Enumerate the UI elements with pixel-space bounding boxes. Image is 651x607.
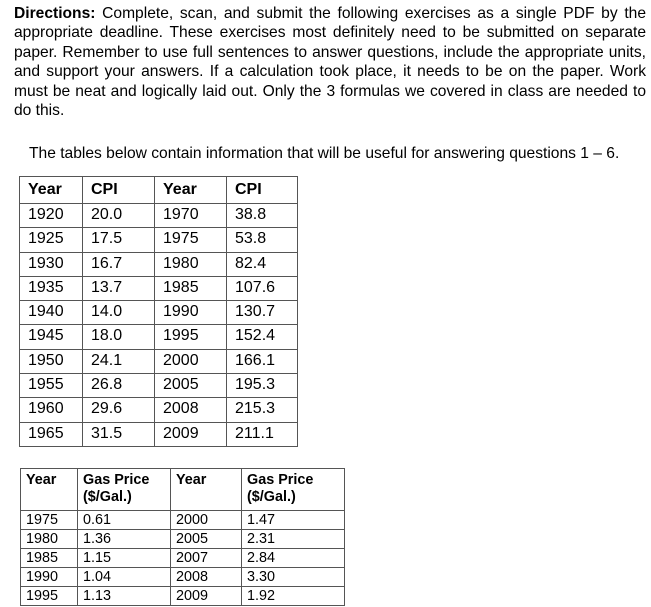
table-row	[20, 276, 298, 300]
table-cell: 26.8	[83, 374, 155, 398]
table-row	[20, 252, 298, 276]
table-cell: 1975	[155, 228, 227, 252]
table-cell: 18.0	[83, 325, 155, 349]
table-cell: 1.15	[78, 549, 171, 568]
table-cell: 2.31	[242, 530, 345, 549]
table-row	[21, 549, 345, 568]
cpi-table	[19, 176, 298, 447]
table-cell: 1980	[155, 252, 227, 276]
table-cell: 1965	[20, 422, 83, 446]
table-cell: 31.5	[83, 422, 155, 446]
table-cell: 1.04	[78, 568, 171, 587]
table-cell: 1970	[155, 204, 227, 228]
table-cell: 1960	[20, 398, 83, 422]
table-cell: 2009	[155, 422, 227, 446]
table-cell: 1985	[155, 276, 227, 300]
cpi-header-year-1: Year	[20, 177, 83, 204]
directions-lead: Directions:	[14, 5, 96, 22]
table-cell: 211.1	[227, 422, 298, 446]
table-cell: 1980	[21, 530, 78, 549]
table-row	[20, 325, 298, 349]
directions-paragraph	[14, 4, 646, 120]
table-cell: 1955	[20, 374, 83, 398]
table-cell: 152.4	[227, 325, 298, 349]
table-cell: 215.3	[227, 398, 298, 422]
table-cell: 17.5	[83, 228, 155, 252]
cpi-header-row	[20, 177, 298, 204]
table-row	[21, 568, 345, 587]
table-row	[20, 398, 298, 422]
table-cell: 1950	[20, 349, 83, 373]
table-cell: 1985	[21, 549, 78, 568]
table-cell: 82.4	[227, 252, 298, 276]
table-cell: 1975	[21, 511, 78, 530]
table-cell: 107.6	[227, 276, 298, 300]
table-cell: 1995	[21, 587, 78, 606]
table-cell: 2.84	[242, 549, 345, 568]
table-cell: 1990	[21, 568, 78, 587]
directions-text: Complete, scan, and submit the following exercises as a single PDF by the appropriate deadline. These exercises most definitely need to be submitted on separate paper. Remember to use full sentences to answer questions, include the appropriate units, and support your answers. If a calculation took place, it needs to be on the paper. Work must be neat and logically laid out. Only the 3 formulas we covered in class are needed to do this.	[14, 5, 646, 120]
cpi-header-cpi-2: CPI	[227, 177, 298, 204]
table-cell: 1.36	[78, 530, 171, 549]
table-cell: 1935	[20, 276, 83, 300]
cpi-header-year-2: Year	[155, 177, 227, 204]
table-cell: 2005	[155, 374, 227, 398]
gas-header-year-1: Year	[21, 469, 78, 511]
table-cell: 166.1	[227, 349, 298, 373]
gas-header-row	[21, 469, 345, 511]
table-cell: 1945	[20, 325, 83, 349]
table-row	[20, 301, 298, 325]
table-cell: 2009	[171, 587, 242, 606]
table-cell: 130.7	[227, 301, 298, 325]
table-cell: 20.0	[83, 204, 155, 228]
tables-intro: The tables below contain information that will be useful for answering questions 1 – 6.	[29, 145, 620, 162]
table-row	[21, 511, 345, 530]
table-row	[20, 422, 298, 446]
table-cell: 3.30	[242, 568, 345, 587]
table-cell: 29.6	[83, 398, 155, 422]
table-row	[20, 204, 298, 228]
table-cell: 1940	[20, 301, 83, 325]
table-row	[20, 349, 298, 373]
table-cell: 2000	[155, 349, 227, 373]
table-row	[20, 374, 298, 398]
table-cell: 2005	[171, 530, 242, 549]
table-row	[20, 228, 298, 252]
table-cell: 2007	[171, 549, 242, 568]
gas-header-year-2: Year	[171, 469, 242, 511]
table-row	[21, 587, 345, 606]
table-cell: 2008	[171, 568, 242, 587]
table-cell: 16.7	[83, 252, 155, 276]
cpi-header-cpi-1: CPI	[83, 177, 155, 204]
table-cell: 13.7	[83, 276, 155, 300]
table-cell: 14.0	[83, 301, 155, 325]
table-cell: 0.61	[78, 511, 171, 530]
table-cell: 1920	[20, 204, 83, 228]
table-cell: 1930	[20, 252, 83, 276]
table-cell: 195.3	[227, 374, 298, 398]
table-cell: 1.47	[242, 511, 345, 530]
gas-header-price-1: Gas Price ($/Gal.)	[78, 469, 171, 511]
table-cell: 1990	[155, 301, 227, 325]
gas-price-table	[20, 468, 345, 606]
gas-header-price-2: Gas Price ($/Gal.)	[242, 469, 345, 511]
table-cell: 24.1	[83, 349, 155, 373]
table-cell: 2008	[155, 398, 227, 422]
table-cell: 1.13	[78, 587, 171, 606]
table-cell: 1925	[20, 228, 83, 252]
table-cell: 38.8	[227, 204, 298, 228]
table-cell: 2000	[171, 511, 242, 530]
table-cell: 1.92	[242, 587, 345, 606]
table-cell: 53.8	[227, 228, 298, 252]
table-row	[21, 530, 345, 549]
table-cell: 1995	[155, 325, 227, 349]
